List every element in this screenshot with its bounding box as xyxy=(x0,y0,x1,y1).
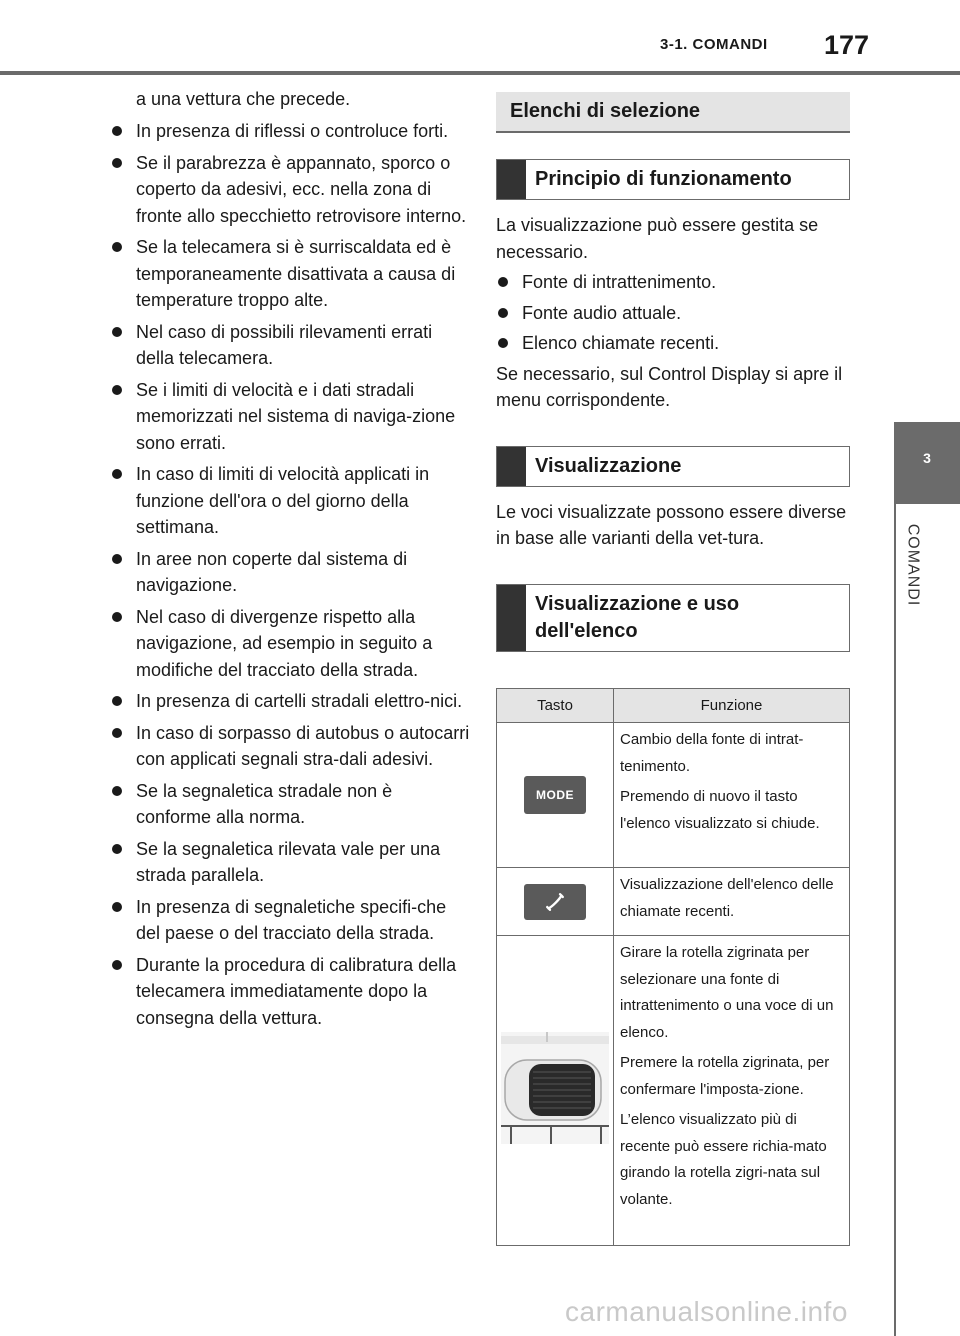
bullet-icon xyxy=(112,786,122,796)
left-column xyxy=(110,86,470,1036)
function-cell: Girare la rotella zigrinata per selezionare una fonte di intrattenimento o una voce di un elenco. Premere la rotella zigrinata, per confermare l'imposta-zione. L’elenco visualizzato più di recente può essere richia-mato girando la rotella zigri-nata sul volante. xyxy=(614,936,850,1246)
list-item: In presenza di riflessi o controluce forti. xyxy=(110,118,470,145)
list-item: Se la segnaletica stradale non è conforme alla norma. xyxy=(110,778,470,831)
continuation-text: a una vettura che precede. xyxy=(136,89,351,109)
list-item: Fonte audio attuale. xyxy=(496,300,850,327)
list-item: Se il parabrezza è appannato, sporco o coperto da adesivi, ecc. nella zona di fronte allo specchietto retrovisore interno. xyxy=(110,150,470,230)
bullet-icon xyxy=(112,242,122,252)
mode-button-icon: MODE xyxy=(524,776,586,814)
key-cell xyxy=(497,936,614,1246)
key-cell xyxy=(497,723,614,868)
bullet-icon xyxy=(498,277,508,287)
phone-button-icon xyxy=(524,884,586,920)
watermark: carmanualsonline.info xyxy=(565,1296,848,1327)
bullet-icon xyxy=(112,612,122,622)
function-cell: Visualizzazione dell'elenco delle chiamate recenti. xyxy=(614,868,850,936)
phone-icon xyxy=(544,891,566,913)
page-number: 177 xyxy=(824,30,870,60)
bullet-icon xyxy=(112,385,122,395)
header-rule xyxy=(0,71,960,75)
side-rule xyxy=(894,504,896,1336)
list-item: Durante la procedura di calibratura della telecamera immediatamente dopo la consegna della vettura. xyxy=(110,952,470,1032)
function-cell: Cambio della fonte di intrat-tenimento. Premendo di nuovo il tasto l'elenco visualizzato si chiude. xyxy=(614,723,850,868)
bullet-icon xyxy=(112,696,122,706)
bullet-icon xyxy=(112,126,122,136)
principle-list xyxy=(496,269,850,357)
table-row xyxy=(497,868,850,936)
chapter-tab[interactable] xyxy=(894,422,960,504)
table-row xyxy=(497,723,850,868)
thumbwheel-icon xyxy=(501,1032,609,1144)
chapter-label: COMANDI xyxy=(904,523,921,607)
function-table xyxy=(496,688,850,1246)
heading-principle: Principio di funzionamento xyxy=(496,159,850,200)
bullet-icon xyxy=(112,902,122,912)
chapter-number: 3 xyxy=(923,450,931,466)
bullet-icon xyxy=(112,728,122,738)
list-item: In caso di sorpasso di autobus o autocarri con applicati segnali stra-dali adesivi. xyxy=(110,720,470,773)
list-item: In presenza di cartelli stradali elettro-nici. xyxy=(110,688,470,715)
list-item: Nel caso di divergenze rispetto alla navigazione, ad esempio in seguito a modifiche del tracciato della strada. xyxy=(110,604,470,684)
conditions-list xyxy=(110,118,470,1031)
principle-outro: Se necessario, sul Control Display si apre il menu corrispondente. xyxy=(496,363,843,410)
list-item: Nel caso di possibili rilevamenti errati della telecamera. xyxy=(110,319,470,372)
column-header: Tasto xyxy=(497,689,614,723)
section-title: 3-1. COMANDI xyxy=(660,36,768,53)
heading-list-use: Visualizzazione e uso dell'elenco xyxy=(496,584,850,652)
key-cell xyxy=(497,868,614,936)
main-heading: Elenchi di selezione xyxy=(496,92,850,133)
list-item: Se i limiti di velocità e i dati stradali memorizzati nel sistema di naviga-zione sono errati. xyxy=(110,377,470,457)
bullet-icon xyxy=(112,554,122,564)
bullet-icon xyxy=(498,308,508,318)
principle-intro: La visualizzazione può essere gestita se necessario. xyxy=(496,215,819,262)
list-item: In presenza di segnaletiche specifi-che del paese o del tracciato della strada. xyxy=(110,894,470,947)
column-header: Funzione xyxy=(614,689,850,723)
table-row xyxy=(497,936,850,1246)
list-item: Elenco chiamate recenti. xyxy=(496,330,850,357)
list-item: In caso di limiti di velocità applicati in funzione dell'ora o del giorno della settimana. xyxy=(110,461,470,541)
bullet-icon xyxy=(112,327,122,337)
list-item: Se la telecamera si è surriscaldata ed è temporaneamente disattivata a causa di temperature troppo alte. xyxy=(110,234,470,314)
bullet-icon xyxy=(112,158,122,168)
list-item: In aree non coperte dal sistema di navigazione. xyxy=(110,546,470,599)
list-item: Se la segnaletica rilevata vale per una strada parallela. xyxy=(110,836,470,889)
bullet-icon xyxy=(112,469,122,479)
heading-display: Visualizzazione xyxy=(496,446,850,487)
right-column xyxy=(496,92,850,652)
bullet-icon xyxy=(498,338,508,348)
list-item: Fonte di intrattenimento. xyxy=(496,269,850,296)
table-header-row xyxy=(497,689,850,723)
bullet-icon xyxy=(112,960,122,970)
display-text: Le voci visualizzate possono essere diverse in base alle varianti della vet-tura. xyxy=(496,501,847,548)
bullet-icon xyxy=(112,844,122,854)
